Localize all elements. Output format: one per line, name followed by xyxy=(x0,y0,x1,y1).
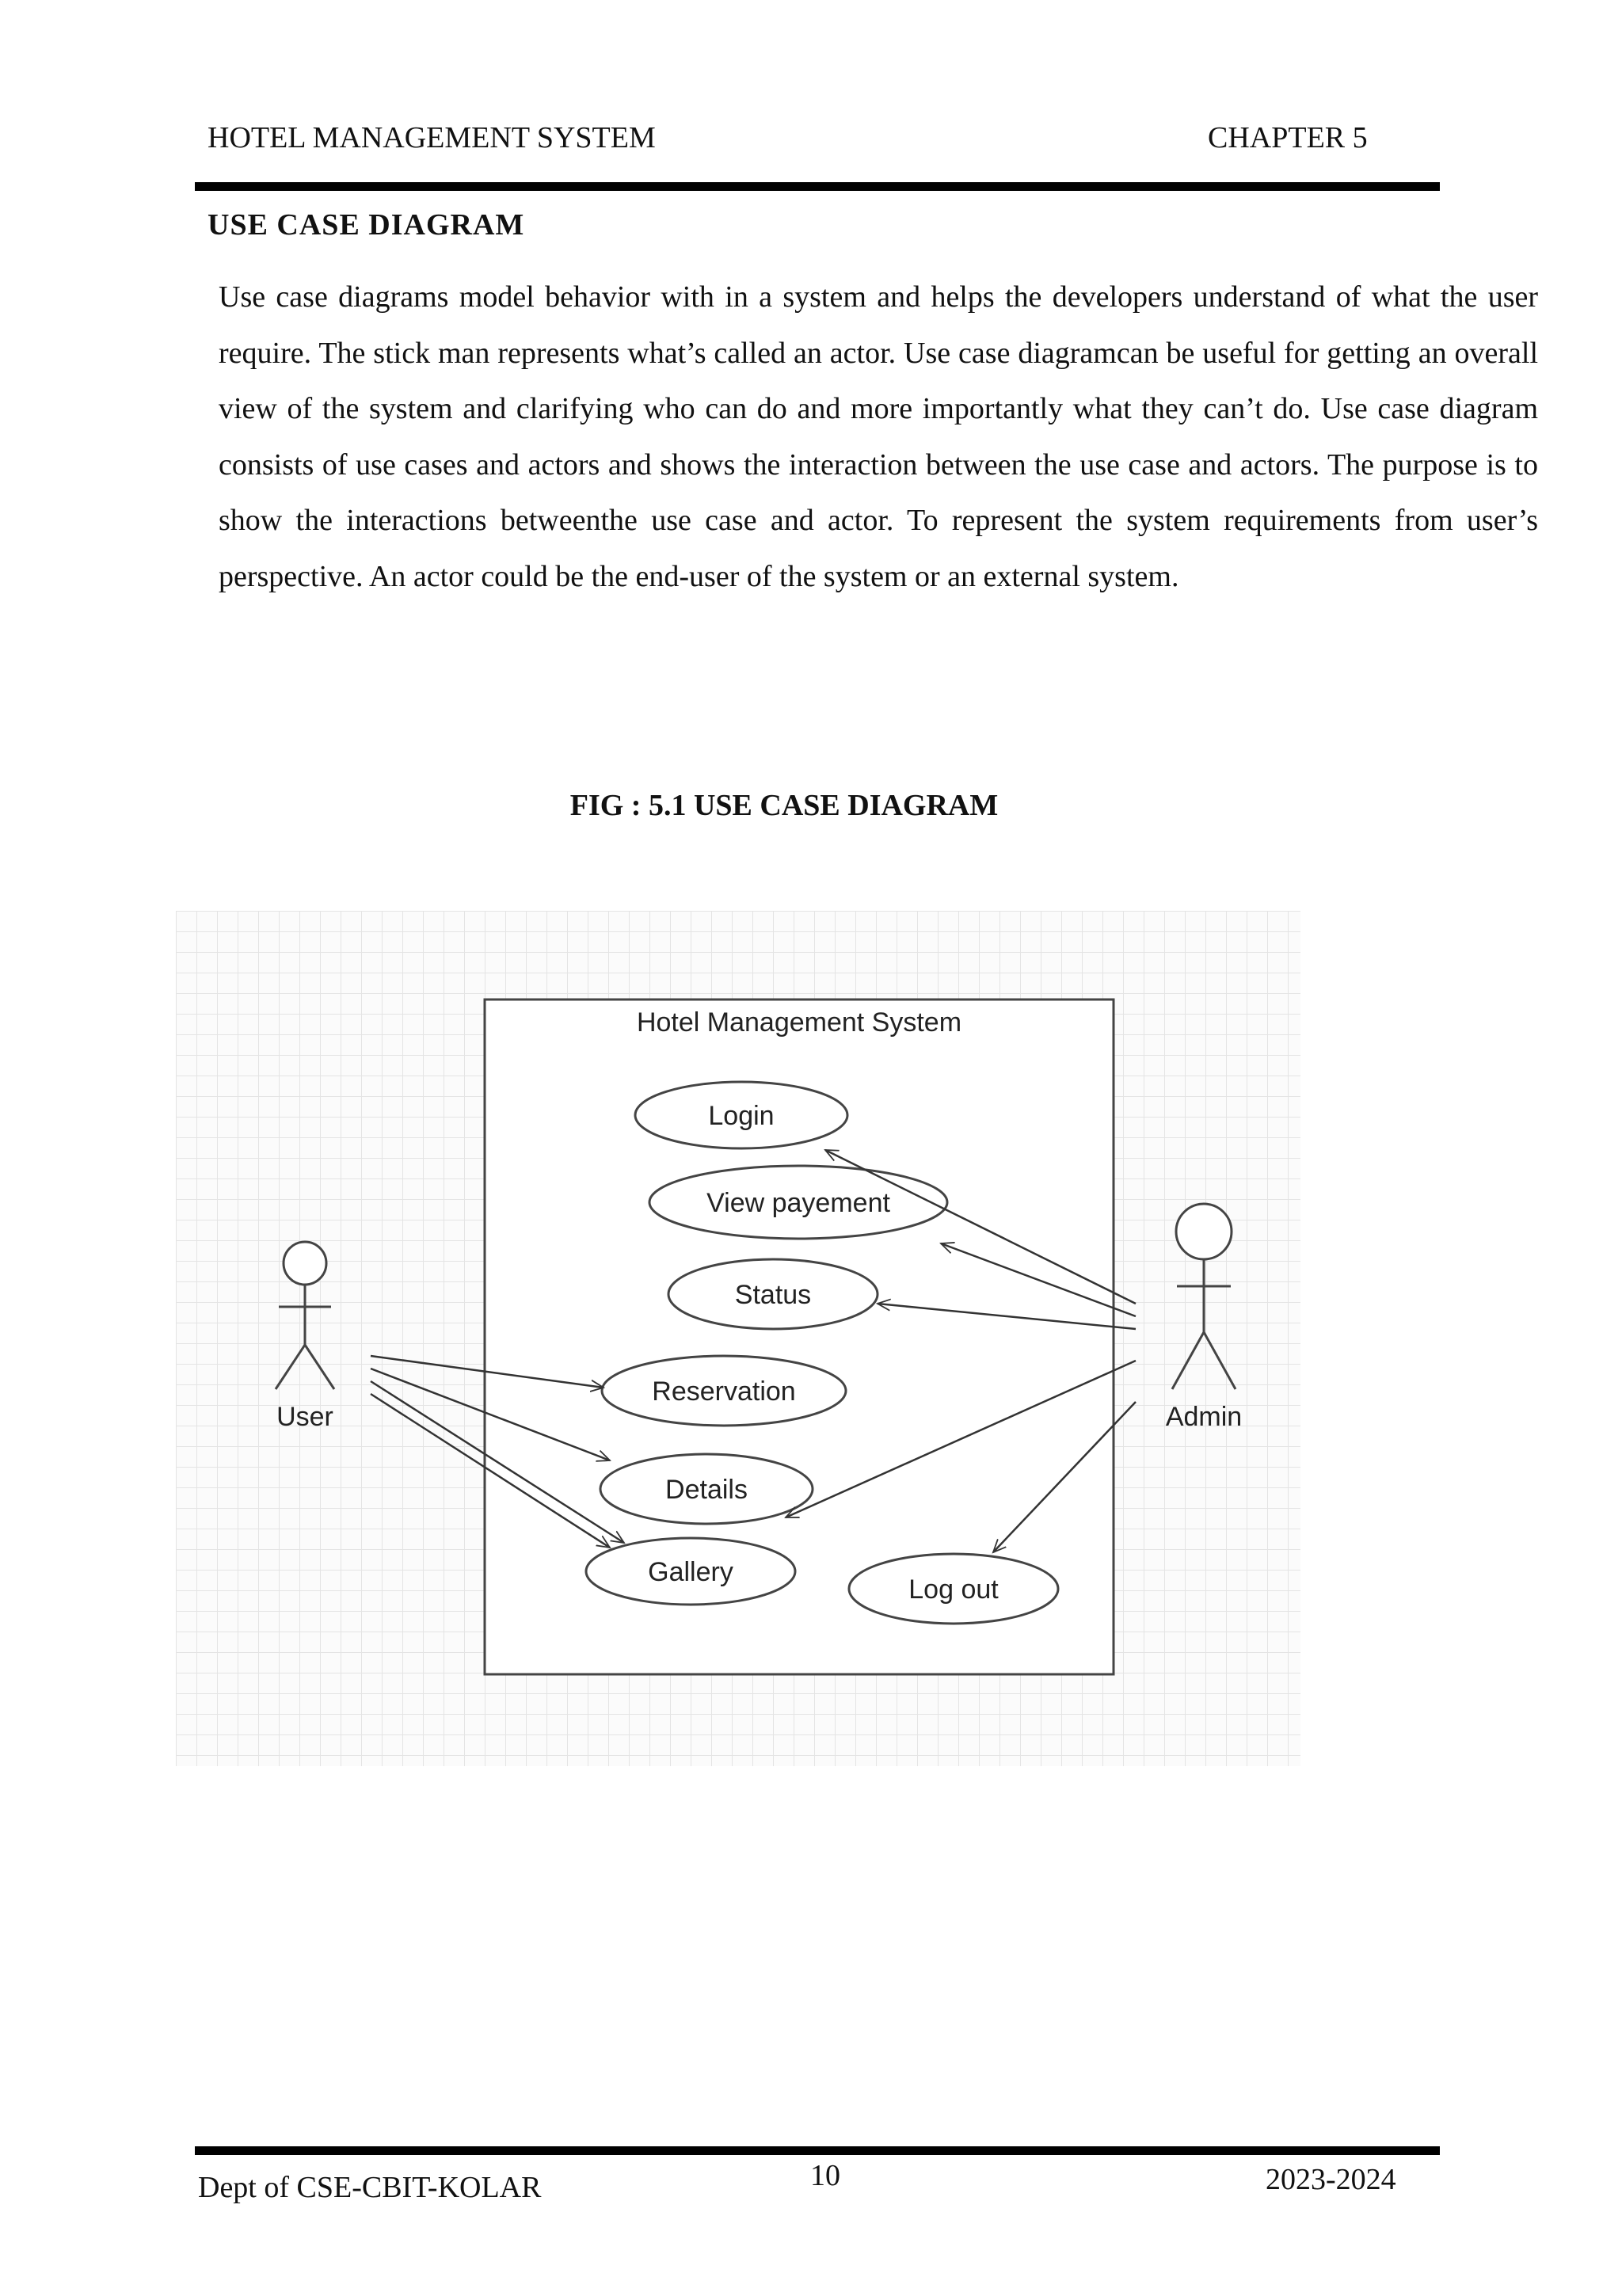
use-case-details-label: Details xyxy=(665,1475,748,1505)
use-case-reservation-label: Reservation xyxy=(652,1376,796,1407)
use-case-logout xyxy=(849,1554,1058,1624)
use-case-diagram xyxy=(176,911,1300,1766)
use-case-logout-label: Log out xyxy=(908,1574,999,1605)
body-paragraph xyxy=(219,269,1538,604)
footer-department: Dept of CSE-CBIT-KOLAR xyxy=(198,2171,542,2204)
user-actor-head xyxy=(284,1242,326,1285)
admin-actor-head xyxy=(1176,1204,1232,1259)
header-rule xyxy=(195,182,1440,191)
use-case-status-label: Status xyxy=(734,1280,812,1310)
use-case-details xyxy=(600,1454,813,1524)
footer-rule xyxy=(195,2146,1440,2155)
section-title: USE CASE DIAGRAM xyxy=(208,208,525,242)
use-case-gallery xyxy=(586,1538,795,1605)
use-case-status xyxy=(668,1259,878,1329)
user-actor-label: User xyxy=(276,1402,333,1432)
running-header-chapter: CHAPTER 5 xyxy=(1208,121,1368,154)
footer-year: 2023-2024 xyxy=(1266,2163,1396,2196)
use-case-gallery-label: Gallery xyxy=(648,1557,733,1587)
use-case-view-payment xyxy=(649,1166,947,1239)
admin-actor-label: Admin xyxy=(1165,1402,1243,1432)
running-header-title: HOTEL MANAGEMENT SYSTEM xyxy=(208,121,656,154)
system-title: Hotel Management System xyxy=(636,1007,962,1038)
use-case-login xyxy=(635,1082,847,1148)
page-number: 10 xyxy=(810,2159,840,2192)
figure-caption: FIG : 5.1 USE CASE DIAGRAM xyxy=(569,789,999,822)
use-case-reservation xyxy=(602,1356,846,1426)
paragraph-text: Use case diagrams model behavior with in a system and helps the developers understand of what the user require. The stick man represents what’s called an actor. Use case diagramcan be useful for getting an overall view of the system and clarifying who can do and more importantly what they can’t do. Use case diagram consists of use cases and actors and shows the interaction between the use case and actors. The purpose is to show the interactions betweenthe use case and actor. To represent the system requirements from user’s perspective. An actor could be the end-user of the system or an external system. xyxy=(219,280,1538,593)
use-case-view-payment-label: View payement xyxy=(706,1188,890,1218)
use-case-login-label: Login xyxy=(708,1101,775,1131)
